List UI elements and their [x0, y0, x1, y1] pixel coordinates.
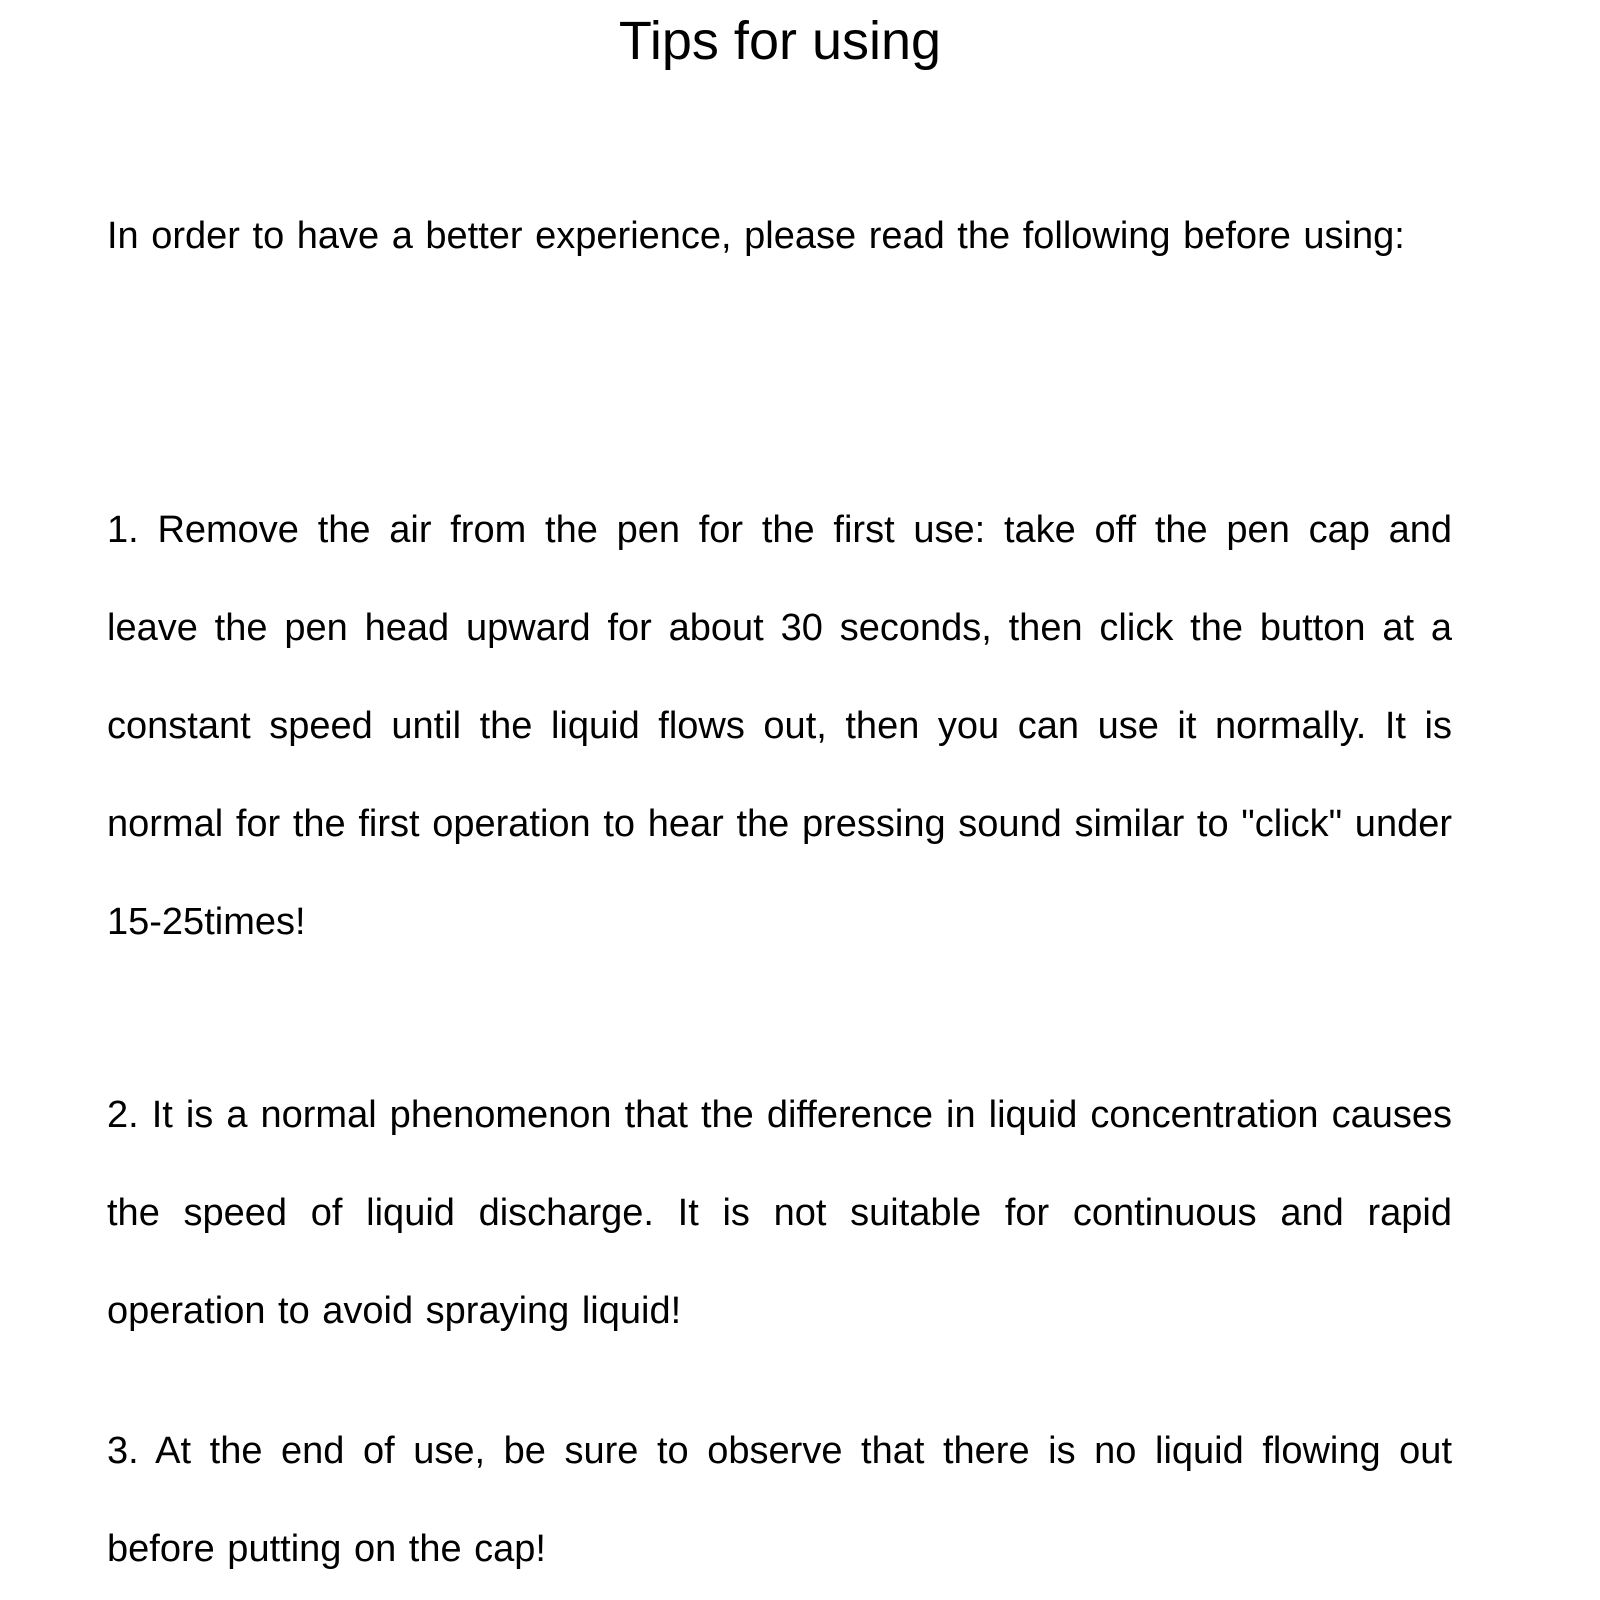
intro-paragraph: In order to have a better experience, please read the following before using: — [107, 215, 1405, 257]
tip-2-paragraph: 2. It is a normal phenomenon that the difference in liquid concentration causes the speed of liquid discharge. It is not suitable for continuous and rapid operation to avoid spraying liquid! — [107, 1094, 1452, 1332]
tip-1-paragraph: 1. Remove the air from the pen for the first use: take off the pen cap and leave the pen head upward for about 30 seconds, then click the button at a constant speed until the liquid flows out, then you can use it normally. It is normal for the first operation to hear the pressing sound similar to "click" under 15-25times! — [107, 509, 1452, 943]
page-title: Tips for using — [618, 11, 942, 71]
tip-3-paragraph: 3. At the end of use, be sure to observe that there is no liquid flowing out before putting on the cap! — [107, 1430, 1452, 1570]
